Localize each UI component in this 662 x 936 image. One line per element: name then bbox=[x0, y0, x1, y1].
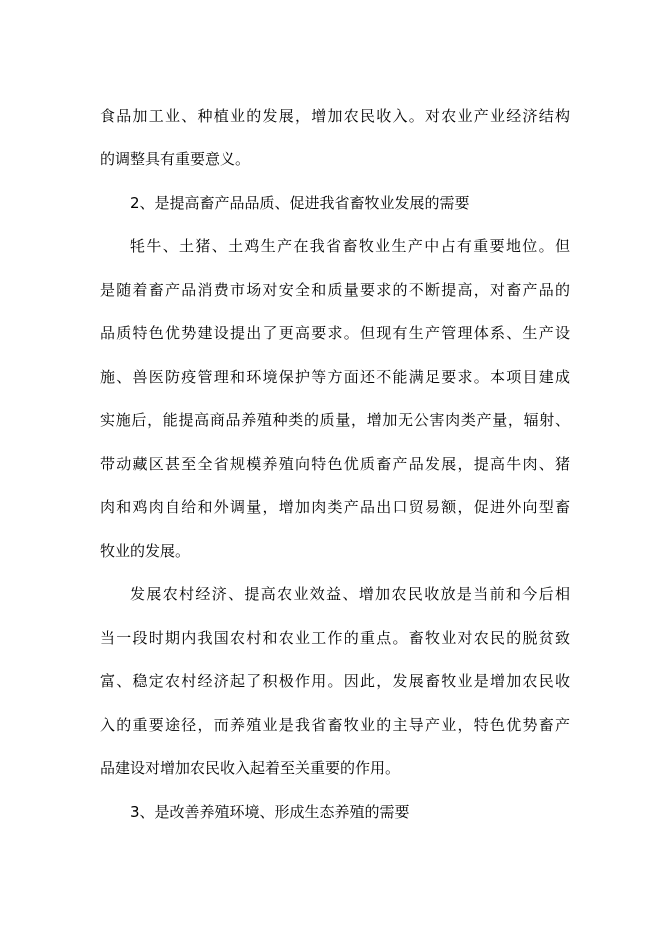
paragraph-2-line-2: 是随着畜产品消费市场对安全和质量要求的不断提高，对畜产品的 bbox=[100, 281, 570, 299]
paragraph-2-line-4: 施、兽医防疫管理和环境保护等方面还不能满足要求。本项目建成 bbox=[100, 368, 570, 386]
paragraph-2-line-3: 品质特色优势建设提出了更高要求。但现有生产管理体系、生产设 bbox=[100, 324, 570, 342]
paragraph-2-line-6: 带动藏区甚至全省规模养殖向特色优质畜产品发展，提高牛肉、猪 bbox=[100, 455, 570, 473]
section-heading-2: 2、是提高畜产品品质、促进我省畜牧业发展的需要 bbox=[130, 194, 470, 212]
paragraph-3-line-4: 入的重要途径，而养殖业是我省畜牧业的主导产业，特色优势畜产 bbox=[100, 716, 570, 734]
section-heading-3: 3、是改善养殖环境、形成生态养殖的需要 bbox=[130, 803, 410, 821]
paragraph-1-line-1: 食品加工业、种植业的发展，增加农民收入。对农业产业经济结构 bbox=[100, 107, 570, 125]
paragraph-2-line-7: 肉和鸡肉自给和外调量，增加肉类产品出口贸易额，促进外向型畜 bbox=[100, 498, 570, 516]
paragraph-2-line-1: 牦牛、土猪、土鸡生产在我省畜牧业生产中占有重要地位。但 bbox=[130, 237, 570, 255]
paragraph-3-line-3: 富、稳定农村经济起了积极作用。因此，发展畜牧业是增加农民收 bbox=[100, 672, 570, 690]
paragraph-1-line-2: 的调整具有重要意义。 bbox=[100, 150, 251, 168]
paragraph-3-line-5: 品建设对增加农民收入起着至关重要的作用。 bbox=[100, 759, 401, 777]
paragraph-3-line-2: 当一段时期内我国农村和农业工作的重点。畜牧业对农民的脱贫致 bbox=[100, 629, 570, 647]
paragraph-2-line-8: 牧业的发展。 bbox=[100, 542, 191, 560]
paragraph-3-line-1: 发展农村经济、提高农业效益、增加农民收放是当前和今后相 bbox=[130, 585, 570, 603]
paragraph-2-line-5: 实施后，能提高商品养殖种类的质量，增加无公害肉类产量，辐射、 bbox=[100, 411, 570, 429]
